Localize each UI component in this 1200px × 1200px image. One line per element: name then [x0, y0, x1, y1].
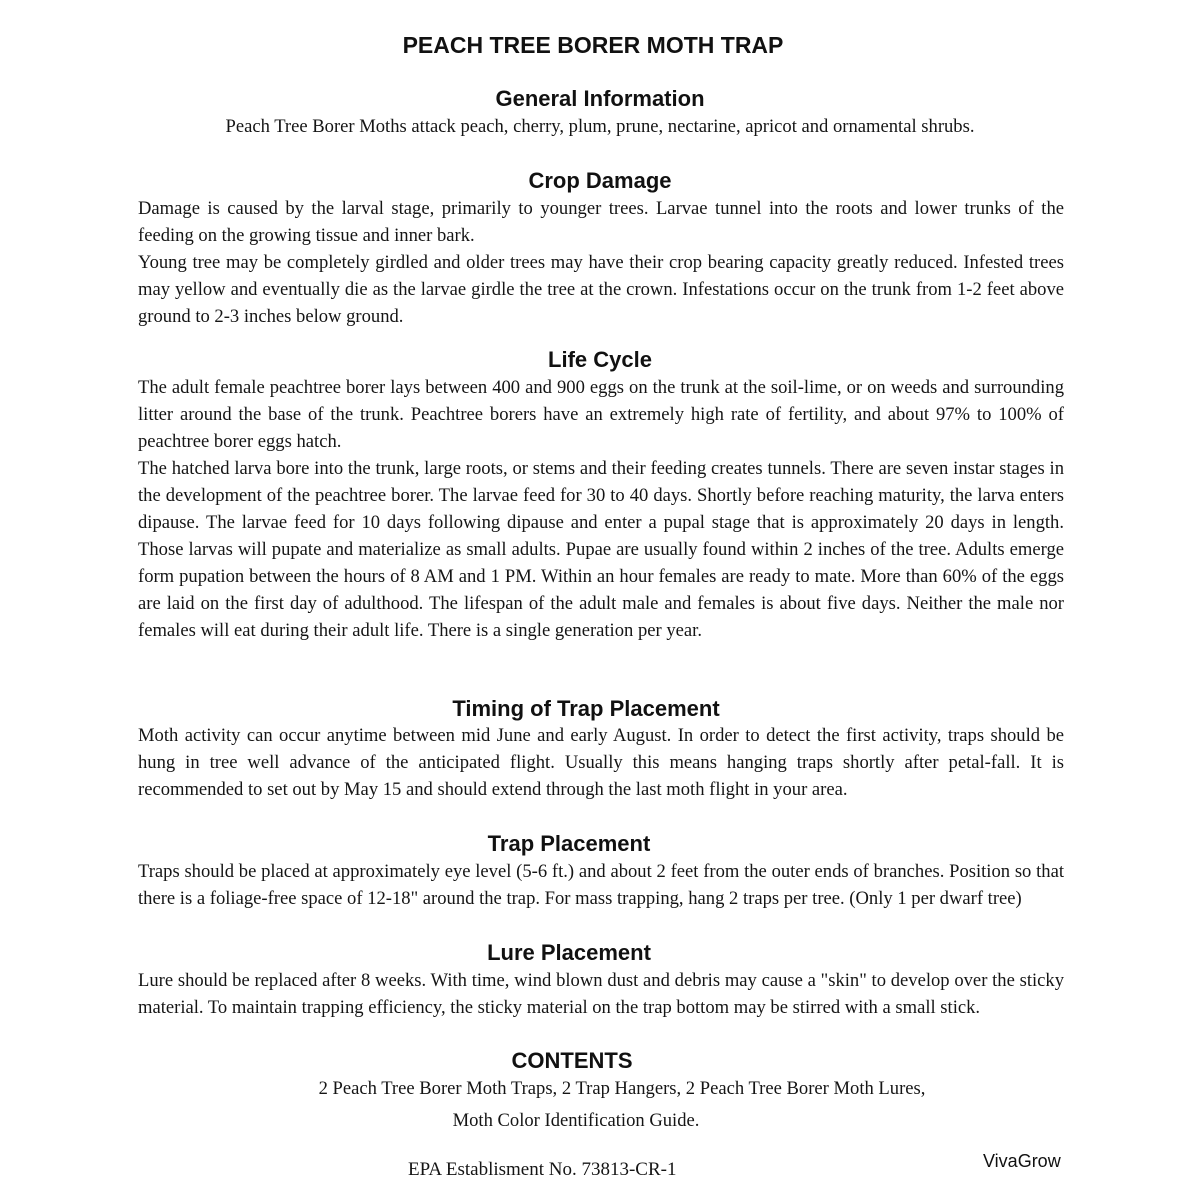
contents-heading: CONTENTS [511, 1048, 633, 1073]
crop-damage-paragraph: Damage is caused by the larval stage, primarily to younger trees. Larvae tunnel into the roots and lower trunks of the feeding on the growing tissue and inner bark. [138, 198, 1064, 246]
life-cycle-heading: Life Cycle [548, 347, 652, 372]
general-info-heading: General Information [495, 86, 705, 111]
trap-placement-text: Traps should be placed at approximately eye level (5-6 ft.) and about 2 feet from the outer ends of branches. Position so that there is a foliage-free space of 12-18" around the trap. For mass trapping, hang 2 traps per tree. (Only 1 per dwarf tree) [138, 861, 1064, 909]
general-info-text: Peach Tree Borer Moths attack peach, cherry, plum, prune, nectarine, apricot and ornamental shrubs. [225, 116, 975, 137]
life-cycle-paragraph: The hatched larva bore into the trunk, large roots, or stems and their feeding creates tunnels. There are seven instar stages in the development of the peachtree borer. The larvae feed for 30 to 40 days. Shortly before reaching maturity, the larva enters dipause. The larvae feed for 10 days following dipause and enter a pupal stage that is approximately 20 days in length. Those larvas will pupate and materialize as small adults. Pupae are usually found within 2 inches of the tree. Adults emerge form pupation between the hours of 8 AM and 1 PM. Within an hour females are ready to mate. More than 60% of the eggs are laid on the first day of adulthood. The lifespan of the adult male and females is about five days. Neither the male nor females will eat during their adult life. There is a single generation per year. [138, 458, 1064, 641]
life-cycle-paragraph: The adult female peachtree borer lays between 400 and 900 eggs on the trunk at the soil-lime, or on weeds and surrounding litter around the base of the trunk. Peachtree borers have an extremely high rate of fertility, and about 97% to 100% of peachtree borer eggs hatch. [138, 377, 1064, 452]
lure-placement-text: Lure should be replaced after 8 weeks. With time, wind blown dust and debris may cause a "skin" to develop over the sticky material. To maintain trapping efficiency, the sticky material on the trap bottom may be stirred with a small stick. [138, 970, 1064, 1018]
crop-damage-body [138, 195, 1064, 330]
lure-placement-heading: Lure Placement [487, 940, 651, 965]
timing-heading: Timing of Trap Placement [452, 696, 720, 721]
life-cycle-body [138, 374, 1064, 644]
brand-logo-text: VivaGrow [983, 1151, 1061, 1171]
crop-damage-heading: Crop Damage [528, 168, 672, 193]
contents-line: Moth Color Identification Guide. [452, 1110, 700, 1131]
crop-damage-paragraph: Young tree may be completely girdled and older trees may have their crop bearing capacity greatly reduced. Infested trees may yellow and eventually die as the larvae girdle the tree at the crown. Infestations occur on the trunk from 1-2 feet above ground to 2-3 inches below ground. [138, 252, 1064, 327]
document-title: PEACH TREE BORER MOTH TRAP [402, 32, 784, 58]
contents-line: 2 Peach Tree Borer Moth Traps, 2 Trap Hangers, 2 Peach Tree Borer Moth Lures, [318, 1078, 926, 1099]
trap-placement-heading: Trap Placement [487, 831, 651, 856]
timing-text: Moth activity can occur anytime between mid June and early August. In order to detect the first activity, traps should be hung in tree well advance of the anticipated flight. Usually this means hanging traps shortly after petal-fall. It is recommended to set out by May 15 and should extend through the last moth flight in your area. [138, 725, 1064, 800]
epa-establishment-number: EPA Establisment No. 73813-CR-1 [408, 1159, 677, 1180]
